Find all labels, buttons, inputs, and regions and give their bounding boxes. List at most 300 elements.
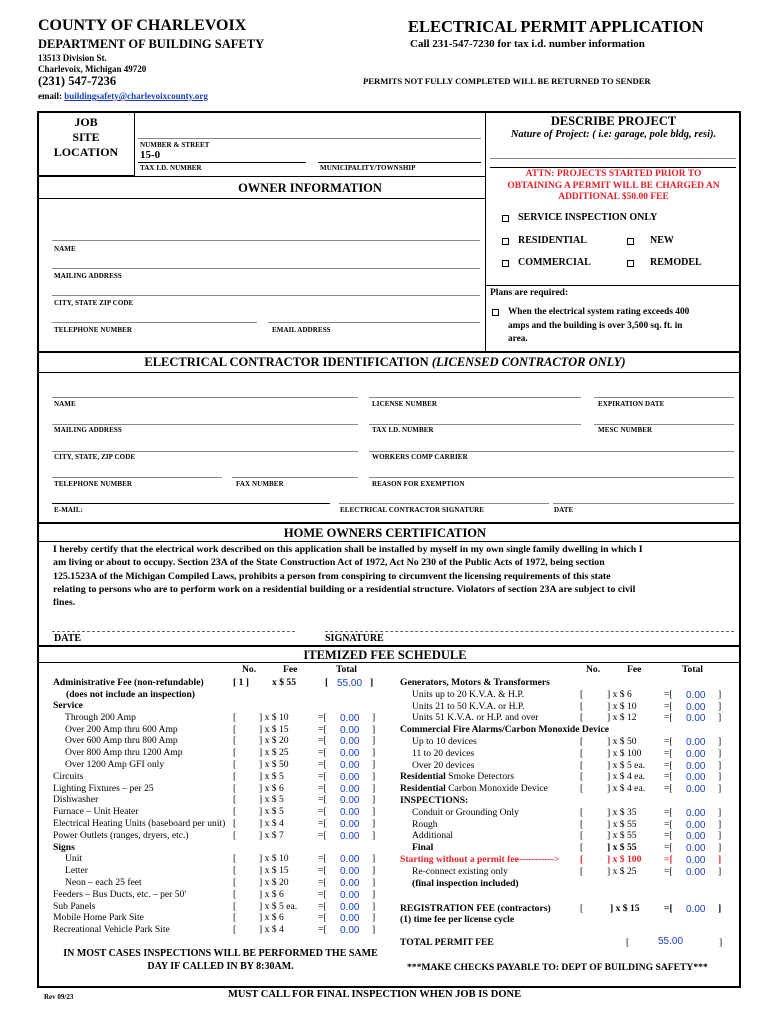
fee-row-rate-value: x $ 5 bbox=[264, 806, 284, 818]
fee-row-close: ] bbox=[372, 853, 376, 865]
fee-row-label: Rough bbox=[412, 818, 438, 830]
fee-row-rate: ] x $ 55 bbox=[607, 842, 637, 854]
fee-row-no-input[interactable] bbox=[588, 829, 606, 830]
fee-row-close: ] bbox=[718, 736, 722, 747]
fee-row-close: ] bbox=[718, 712, 722, 724]
fee-row-total[interactable]: 0.00 bbox=[340, 724, 360, 736]
fee-row-label: Over 1200 Amp GFI only bbox=[65, 759, 165, 770]
fee-row-label: Sub Panels bbox=[53, 900, 96, 912]
fee-row-total[interactable]: 0.00 bbox=[340, 783, 360, 795]
fee-row-label: Re-connect existing only bbox=[412, 865, 508, 877]
municipality-label: MUNICIPALITY/TOWNSHIP bbox=[320, 164, 416, 172]
fee-row-total[interactable]: 0.00 bbox=[686, 737, 706, 748]
commercial-checkbox[interactable] bbox=[502, 260, 509, 267]
fee-row-rate-value: x $ 20 bbox=[264, 877, 289, 888]
mesc-number-input[interactable] bbox=[594, 411, 734, 425]
fee-row-rate: ] x $ 5 bbox=[259, 806, 284, 818]
fee-row-rate: ] x $ 6 bbox=[259, 782, 284, 794]
fee-row-no-open: [ bbox=[233, 865, 237, 877]
fee-row-eq: =[ bbox=[664, 865, 673, 877]
fee-row-eq: =[ bbox=[664, 818, 673, 830]
contractor-signature-input[interactable] bbox=[339, 490, 549, 504]
fee-row-rate-value: x $ 10 bbox=[264, 711, 289, 723]
fee-row-total[interactable]: 0.00 bbox=[686, 819, 706, 831]
final-inspection-note: MUST CALL FOR FINAL INSPECTION WHEN JOB IS DONE bbox=[228, 989, 522, 1000]
contractor-name-input[interactable] bbox=[52, 384, 358, 398]
fee-row-rate: ] x $ 25 bbox=[259, 747, 289, 759]
contractor-tax-id-input[interactable] bbox=[369, 411, 581, 425]
fee-row-label: Unit bbox=[65, 853, 83, 865]
fee-row-eq: =[ bbox=[318, 782, 327, 794]
fee-row-no-open: [ bbox=[580, 736, 584, 747]
fee-row-no-input[interactable] bbox=[241, 781, 259, 782]
contractor-title bbox=[0, 355, 770, 370]
fee-row-rate: ] x $ 7 bbox=[259, 829, 284, 841]
homeowner-certification-text bbox=[53, 543, 643, 609]
owner-name-label: NAME bbox=[54, 245, 76, 253]
fee-row-label: Units up to 20 K.V.A. & H.P. bbox=[412, 688, 525, 700]
fee-row-no-input[interactable] bbox=[241, 734, 259, 735]
fee-row-rate-value: x $ 6 bbox=[264, 888, 284, 900]
fee-row-rate-value: x $ 15 bbox=[264, 723, 289, 735]
fee-row-eq: =[ bbox=[318, 900, 327, 912]
fee-row-no-open: [ bbox=[580, 712, 584, 724]
fee-row-close: ] bbox=[372, 818, 376, 829]
admin-fee-bracket-close: ] bbox=[370, 677, 374, 688]
fee-row-no-input[interactable] bbox=[588, 781, 606, 782]
tax-id-value[interactable]: 15-0 bbox=[140, 149, 161, 161]
fee-row-rate-value: x $ 7 bbox=[264, 829, 284, 841]
right-col-fee: Fee bbox=[627, 664, 642, 675]
fee-top-rule bbox=[37, 645, 741, 647]
fee-row-close: ] bbox=[372, 877, 376, 888]
fee-row-no-input[interactable] bbox=[241, 887, 259, 888]
left-col-no: No. bbox=[242, 664, 257, 675]
registration-fee: ] x $ 15 bbox=[610, 903, 640, 914]
fee-row-eq: =[ bbox=[318, 759, 327, 770]
fee-row-rate: ] x $ 10 bbox=[607, 700, 637, 712]
fee-row-label: Conduit or Grounding Only bbox=[412, 806, 519, 818]
fee-row-eq: =[ bbox=[664, 783, 673, 795]
fee-row-eq: =[ bbox=[664, 854, 673, 865]
fee-row-rate: ] x $ 100 bbox=[607, 747, 642, 759]
owner-phone-label: TELEPHONE NUMBER bbox=[54, 326, 133, 334]
contractor-phone-input[interactable] bbox=[52, 464, 222, 478]
fee-row-total[interactable]: 0.00 bbox=[686, 855, 706, 866]
fee-row-eq: =[ bbox=[664, 700, 673, 712]
plans-line3: area. bbox=[508, 334, 528, 344]
fee-row-no-open: [ bbox=[580, 759, 584, 771]
fee-row-close: ] bbox=[372, 794, 376, 806]
fee-row-label: Through 200 Amp bbox=[65, 711, 136, 723]
fee-row-total[interactable]: 0.00 bbox=[340, 795, 360, 807]
homeowner-top-rule bbox=[37, 522, 741, 524]
fee-row-no-input[interactable] bbox=[588, 864, 606, 865]
expiration-date-input[interactable] bbox=[594, 384, 734, 398]
fee-row-rate-value: x $ 4 ea. bbox=[612, 783, 646, 795]
fee-row-label: Starting without a permit fee-----------> bbox=[400, 854, 560, 865]
fee-row-close: ] bbox=[718, 830, 722, 842]
fee-row-total[interactable]: 0.00 bbox=[686, 807, 706, 819]
fee-row-no-input[interactable] bbox=[588, 711, 606, 712]
contractor-date-label: DATE bbox=[554, 506, 574, 514]
residential-checkbox[interactable] bbox=[502, 238, 509, 245]
plans-rule bbox=[485, 285, 741, 286]
plans-line1: When the electrical system rating exceeds 400 bbox=[508, 307, 690, 317]
email-link[interactable]: buildingsafety@charlevoixcounty.org bbox=[64, 91, 208, 101]
registration-close: ] bbox=[718, 903, 722, 914]
fee-row-eq: =[ bbox=[318, 770, 327, 782]
fee-row-rate: ] x $ 5 bbox=[259, 794, 284, 806]
exemption-input[interactable] bbox=[369, 464, 734, 478]
incomplete-notice: PERMITS NOT FULLY COMPLETED WILL BE RETURNED TO SENDER bbox=[363, 76, 651, 86]
fee-row-total[interactable]: 0.00 bbox=[686, 689, 706, 701]
residential-label: RESIDENTIAL bbox=[518, 235, 587, 246]
owner-email-input[interactable] bbox=[268, 309, 480, 323]
fee-row-rate: ] x $ 4 bbox=[259, 924, 284, 936]
contractor-tax-id-label: TAX I.D. NUMBER bbox=[372, 426, 434, 434]
fee-row-rate: ] x $ 15 bbox=[259, 865, 289, 877]
fee-row-no-input[interactable] bbox=[241, 769, 259, 770]
tax-id-line bbox=[138, 162, 306, 163]
remodel-label: REMODEL bbox=[650, 257, 702, 268]
fee-row-no-open: [ bbox=[233, 747, 237, 759]
fee-row-total[interactable]: 0.00 bbox=[340, 748, 360, 760]
fee-row-no-input[interactable] bbox=[241, 899, 259, 900]
fee-row-rate: ] x $ 100 bbox=[607, 854, 642, 865]
fee-row-eq: =[ bbox=[664, 759, 673, 771]
contractor-mailing-label: MAILING ADDRESS bbox=[54, 426, 122, 434]
new-label: NEW bbox=[650, 235, 674, 246]
fee-row-total[interactable]: 0.00 bbox=[340, 878, 360, 889]
fee-row-total[interactable]: 0.00 bbox=[686, 831, 706, 843]
new-checkbox[interactable] bbox=[627, 238, 634, 245]
municipality-line[interactable] bbox=[318, 162, 481, 163]
fee-row-no-input[interactable] bbox=[241, 828, 259, 829]
fee-row-total[interactable]: 0.00 bbox=[340, 807, 360, 819]
fee-row-label: Final bbox=[412, 842, 434, 854]
contractor-top-rule bbox=[37, 351, 741, 353]
site-label: SITE bbox=[72, 130, 100, 144]
fee-row-eq: =[ bbox=[318, 747, 327, 759]
fee-row-rate-value: x $ 25 bbox=[612, 865, 637, 877]
fee-row-no-open: [ bbox=[233, 770, 237, 782]
address-line2: Charlevoix, Michigan 49720 bbox=[38, 64, 147, 74]
fee-row-eq: =[ bbox=[318, 735, 327, 747]
registration-total[interactable]: 0.00 bbox=[686, 904, 706, 915]
contractor-date-input[interactable] bbox=[553, 490, 734, 504]
fee-row-no-input[interactable] bbox=[241, 934, 259, 935]
admin-fee-total[interactable]: 55.00 bbox=[337, 678, 363, 689]
admin-fee-no: [ 1 ] bbox=[233, 677, 249, 688]
fee-row-eq: =[ bbox=[318, 806, 327, 818]
fee-row-no-input[interactable] bbox=[241, 722, 259, 723]
fee-row-no-open: [ bbox=[233, 877, 237, 888]
fee-row-close: ] bbox=[718, 818, 722, 830]
fee-row-total[interactable]: 0.00 bbox=[340, 760, 360, 771]
fee-row-total[interactable]: 0.00 bbox=[340, 830, 360, 842]
fee-row-no-open: [ bbox=[580, 771, 584, 783]
nature-of-project: Nature of Project: ( i.e: garage, pole bldg, resi). bbox=[510, 129, 717, 140]
fee-row-label: Mobile Home Park Site bbox=[53, 912, 144, 924]
fee-row-close: ] bbox=[372, 900, 376, 912]
registration-bracket: [ bbox=[580, 903, 584, 914]
fee-row-rate: ] x $ 4 ea. bbox=[607, 783, 646, 795]
fee-row-no-input[interactable] bbox=[588, 699, 606, 700]
fee-row-rate-value: x $ 50 bbox=[612, 736, 637, 747]
fee-row-no-input[interactable] bbox=[241, 922, 259, 923]
fee-row-no-open: [ bbox=[233, 900, 237, 912]
fee-row-close: ] bbox=[372, 912, 376, 924]
contractor-email-line[interactable] bbox=[52, 503, 330, 504]
contractor-title-rule bbox=[37, 372, 741, 373]
owner-mailing-input[interactable] bbox=[52, 255, 480, 269]
fee-row-total[interactable]: 0.00 bbox=[340, 712, 360, 724]
fee-row-eq: =[ bbox=[318, 924, 327, 936]
fee-row-rate: ] x $ 20 bbox=[259, 877, 289, 888]
fee-row-label: Circuits bbox=[53, 770, 84, 782]
contractor-signature-label: ELECTRICAL CONTRACTOR SIGNATURE bbox=[340, 506, 485, 514]
fee-row-total[interactable]: 0.00 bbox=[340, 901, 360, 913]
fee-row-label: Units 21 to 50 K.V.A. or H.P. bbox=[412, 700, 525, 712]
fee-row-no-input[interactable] bbox=[588, 817, 606, 818]
fee-row-no-open: [ bbox=[580, 747, 584, 759]
fee-row-rate-value: x $ 4 bbox=[264, 818, 284, 829]
fee-row-no-input[interactable] bbox=[241, 793, 259, 794]
fee-row-label: (final inspection included) bbox=[412, 877, 519, 889]
commercial-label: COMMERCIAL bbox=[518, 257, 591, 268]
homeowner-title-rule bbox=[37, 541, 741, 542]
fee-row-total[interactable]: 0.00 bbox=[340, 925, 360, 937]
fee-row-no-input[interactable] bbox=[241, 816, 259, 817]
fee-row-total[interactable]: 0.00 bbox=[686, 866, 706, 878]
cert-line3: 125.1523A of the Michigan Compiled Laws, prohibits a person from conspiring to circumvent the licensing requirements of this state bbox=[53, 570, 611, 582]
job-label: JOB bbox=[74, 115, 98, 129]
license-number-input[interactable] bbox=[369, 384, 581, 398]
plans-text bbox=[508, 306, 689, 347]
fee-row-rate-value: x $ 100 bbox=[612, 854, 642, 865]
fee-row-total[interactable]: 0.00 bbox=[686, 701, 706, 713]
fee-row-eq: =[ bbox=[664, 712, 673, 724]
fee-row-no-open: [ bbox=[580, 818, 584, 830]
job-site-label bbox=[38, 115, 134, 160]
fee-row-rate-value: x $ 4 bbox=[264, 924, 284, 936]
fee-row-no-input[interactable] bbox=[241, 863, 259, 864]
registration-eq: =[ bbox=[664, 903, 673, 914]
fee-row-close: ] bbox=[372, 865, 376, 877]
fee-row-no-input[interactable] bbox=[241, 757, 259, 758]
fee-row-eq: =[ bbox=[318, 865, 327, 877]
fee-row-eq: =[ bbox=[318, 877, 327, 888]
fee-row-total[interactable]: 0.00 bbox=[686, 772, 706, 784]
fee-row-rate: ] x $ 6 bbox=[259, 912, 284, 924]
fee-row-label: INSPECTIONS: bbox=[400, 795, 469, 806]
plans-checkbox[interactable] bbox=[492, 309, 499, 316]
workers-comp-input[interactable] bbox=[369, 438, 734, 452]
fee-row-eq: =[ bbox=[318, 711, 327, 723]
owner-name-input[interactable] bbox=[52, 227, 480, 241]
fax-number-input[interactable] bbox=[232, 464, 358, 478]
fee-row-close: ] bbox=[718, 783, 722, 795]
fee-row-no-input[interactable] bbox=[241, 804, 259, 805]
fee-row-total[interactable]: 0.00 bbox=[340, 771, 360, 783]
contractor-mailing-input[interactable] bbox=[52, 411, 358, 425]
fee-row-prefix: Residential bbox=[400, 783, 446, 795]
cert-line1: I hereby certify that the electrical work described on this application shall be installed by myself in my own single family dwelling in which I bbox=[53, 544, 643, 555]
contractor-name-label: NAME bbox=[54, 400, 76, 408]
fee-row-close: ] bbox=[372, 924, 376, 936]
fee-row-no-input[interactable] bbox=[588, 793, 606, 794]
top-section-divider bbox=[485, 111, 486, 351]
fee-row-total[interactable]: 0.00 bbox=[686, 843, 706, 855]
fee-row-no-input[interactable] bbox=[588, 746, 606, 747]
fee-row-rate: ] x $ 4 ea. bbox=[607, 771, 646, 783]
fee-row-rate: ] x $ 5 ea. bbox=[607, 759, 646, 771]
fee-row-label: Service bbox=[53, 700, 83, 711]
fee-row-rate-value: x $ 35 bbox=[612, 806, 637, 818]
fee-row-rate-value: x $ 10 bbox=[612, 700, 637, 712]
fee-row-no-input[interactable] bbox=[241, 911, 259, 912]
attn-line1: ATTN: PROJECTS STARTED PRIOR TO bbox=[525, 169, 702, 179]
fee-row-no-open: [ bbox=[233, 782, 237, 794]
admin-fee-rate: x $ 55 bbox=[272, 677, 296, 688]
fee-row-rate-value: x $ 12 bbox=[612, 712, 637, 724]
fee-row-label: Over 600 Amp thru 800 Amp bbox=[65, 735, 178, 747]
fee-row-no-open: [ bbox=[580, 842, 584, 854]
fee-row-eq: =[ bbox=[664, 842, 673, 854]
fee-row-rate-value: x $ 25 bbox=[264, 747, 289, 759]
owner-top-rule bbox=[37, 176, 485, 177]
fee-row-rate: ] x $ 25 bbox=[607, 865, 637, 877]
fee-row-rate: ] x $ 6 bbox=[607, 688, 632, 700]
fee-row-close: ] bbox=[372, 711, 376, 723]
fee-row-total[interactable]: 0.00 bbox=[686, 760, 706, 772]
fee-row-total[interactable]: 0.00 bbox=[340, 866, 360, 878]
workers-comp-label: WORKERS COMP CARRIER bbox=[372, 453, 468, 461]
inspections-note-line2: DAY IF CALLED IN BY 8:30AM. bbox=[147, 960, 294, 972]
fee-row-eq: =[ bbox=[318, 888, 327, 900]
fee-row-no-open: [ bbox=[580, 700, 584, 712]
owner-title-rule bbox=[37, 198, 485, 199]
fee-row-no-input[interactable] bbox=[588, 770, 606, 771]
right-col-no: No. bbox=[586, 664, 601, 675]
fee-row-close: ] bbox=[372, 829, 376, 841]
fee-row-label: Over 200 Amp thru 600 Amp bbox=[65, 723, 178, 735]
fee-row-eq: =[ bbox=[664, 747, 673, 759]
fee-row-close: ] bbox=[372, 723, 376, 735]
owner-city-input[interactable] bbox=[52, 282, 480, 296]
contractor-city-label: CITY, STATE, ZIP CODE bbox=[54, 453, 136, 461]
fee-schedule-title: ITEMIZED FEE SCHEDULE bbox=[303, 648, 467, 662]
email-line bbox=[38, 91, 208, 101]
left-col-fee: Fee bbox=[283, 664, 298, 675]
fee-row-no-input[interactable] bbox=[588, 758, 606, 759]
number-street-input[interactable] bbox=[138, 125, 481, 139]
fee-row-close: ] bbox=[718, 806, 722, 818]
fee-row-total[interactable]: 0.00 bbox=[340, 889, 360, 901]
service-only-checkbox[interactable] bbox=[502, 215, 509, 222]
fee-row-no-open: [ bbox=[580, 854, 584, 865]
fee-row-close: ] bbox=[718, 747, 722, 759]
fee-row-total[interactable]: 0.00 bbox=[340, 854, 360, 866]
inspections-note-line1: IN MOST CASES INSPECTIONS WILL BE PERFORMED THE SAME bbox=[63, 948, 378, 959]
registration-label2: (1) time fee per license cycle bbox=[400, 914, 515, 925]
fee-row-no-open: [ bbox=[233, 759, 237, 770]
fee-row-rate-value: x $ 6 bbox=[264, 912, 284, 924]
fee-row-total[interactable]: 0.00 bbox=[340, 913, 360, 925]
owner-mailing-label: MAILING ADDRESS bbox=[54, 272, 122, 280]
fee-row-rate: ] x $ 10 bbox=[259, 853, 289, 865]
fee-row-eq: =[ bbox=[318, 829, 327, 841]
fee-row-no-open: [ bbox=[233, 924, 237, 936]
total-permit-fee-value[interactable]: 55.00 bbox=[658, 936, 684, 947]
homeowner-signature-line[interactable] bbox=[325, 631, 734, 632]
fee-title-rule bbox=[37, 662, 741, 663]
fee-row-no-open: [ bbox=[580, 865, 584, 877]
fee-row-total[interactable]: 0.00 bbox=[340, 736, 360, 748]
owner-city-label: CITY, STATE ZIP CODE bbox=[54, 299, 134, 307]
remodel-checkbox[interactable] bbox=[627, 260, 634, 267]
fee-row-no-input[interactable] bbox=[241, 875, 259, 876]
fee-row-label: Lighting Fixtures – per 25 bbox=[53, 782, 154, 794]
location-label: LOCATION bbox=[53, 145, 119, 159]
describe-project-title: DESCRIBE PROJECT bbox=[550, 114, 677, 128]
fee-row-label: Recreational Vehicle Park Site bbox=[53, 924, 170, 936]
fee-row-rate: ] x $ 50 bbox=[259, 759, 289, 770]
fee-row-total[interactable]: 0.00 bbox=[686, 748, 706, 760]
fee-row-no-input[interactable] bbox=[588, 876, 606, 877]
fee-row-label: Power Outlets (ranges, dryers, etc.) bbox=[53, 829, 189, 841]
fee-row-rate: ] x $ 35 bbox=[607, 806, 637, 818]
cert-line2: am living or about to occupy. Section 23A of the State Construction Act of 1972, Act No 230 of the Public Acts of 1972, being section bbox=[53, 557, 605, 569]
registration-fee-rate: x $ 15 bbox=[615, 903, 640, 914]
fee-row-no-open: [ bbox=[580, 830, 584, 842]
fee-row-rate-value: x $ 20 bbox=[264, 735, 289, 747]
fee-row-no-input[interactable] bbox=[241, 745, 259, 746]
owner-phone-input[interactable] bbox=[52, 309, 257, 323]
total-bracket-close: ] bbox=[719, 937, 723, 948]
contractor-city-input[interactable] bbox=[52, 438, 358, 452]
fee-row-no-input[interactable] bbox=[588, 852, 606, 853]
fee-row-total[interactable]: 0.00 bbox=[340, 819, 360, 830]
fee-row-rate: ] x $ 55 bbox=[607, 818, 637, 830]
fee-row-close: ] bbox=[372, 888, 376, 900]
fee-row-label-text: Carbon Monoxide Device bbox=[448, 783, 548, 795]
fee-row-rate: ] x $ 20 bbox=[259, 735, 289, 747]
fee-row-label: Commercial Fire Alarms/Carbon Monoxide Device bbox=[400, 724, 610, 736]
fee-row-no-open: [ bbox=[233, 818, 237, 829]
fee-row-total[interactable]: 0.00 bbox=[686, 713, 706, 725]
homeowner-date-line[interactable] bbox=[52, 631, 295, 632]
fee-row-no-open: [ bbox=[233, 888, 237, 900]
attn-notice bbox=[486, 169, 741, 204]
license-number-label: LICENSE NUMBER bbox=[372, 400, 437, 408]
fee-row-total[interactable]: 0.00 bbox=[686, 784, 706, 796]
fee-row-prefix: Residential bbox=[400, 771, 446, 783]
fee-row-rate: ] x $ 15 bbox=[259, 723, 289, 735]
number-street-label: NUMBER & STREET bbox=[140, 141, 210, 149]
project-description-input[interactable] bbox=[490, 145, 736, 159]
fee-row-no-input[interactable] bbox=[241, 840, 259, 841]
inspections-note bbox=[48, 948, 393, 973]
plans-line2: amps and the building is over 3,500 sq. ft. in bbox=[508, 320, 683, 331]
fee-row-close: ] bbox=[372, 759, 376, 770]
fee-row-label: Generators, Motors & Transformers bbox=[400, 677, 550, 688]
fee-row-label: Letter bbox=[65, 865, 88, 877]
fee-row-no-input[interactable] bbox=[588, 840, 606, 841]
fee-row-label: Over 20 devices bbox=[412, 759, 475, 771]
fee-row-close: ] bbox=[718, 771, 722, 783]
